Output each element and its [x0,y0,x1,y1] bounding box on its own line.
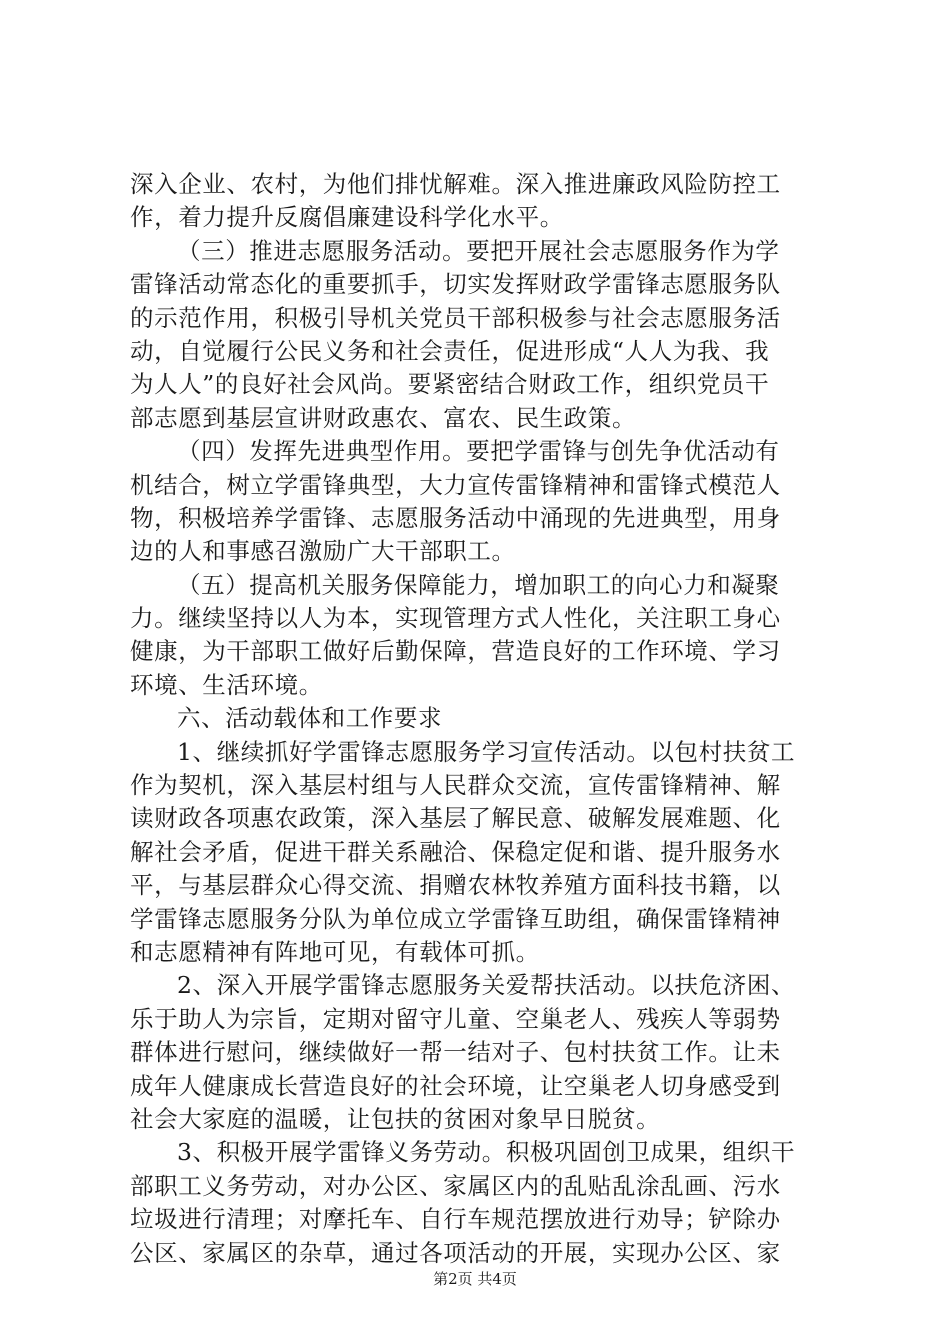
paragraph-item-2 [130,969,830,1136]
text-line: 动，自觉履行公民义务和社会责任，促进形成“人人为我、我 [130,336,770,365]
text-line: 雷锋活动常态化的重要抓手，切实发挥财政学雷锋志愿服务队 [130,270,781,299]
text-line: 物，积极培养学雷锋、志愿服务活动中涌现的先进典型，用身 [130,503,781,532]
text-line: 的示范作用，积极引导机关党员干部积极参与社会志愿服务活 [130,303,781,332]
text-line: 群体进行慰问，继续做好一帮一结对子、包村扶贫工作。让未 [130,1038,781,1067]
text-line: 作为契机，深入基层村组与人民群众交流，宣传雷锋精神、解 [130,771,781,800]
text-line: 环境、生活环境。 [130,670,323,699]
text-line: 边的人和事感召激励广大干部职工。 [130,537,516,566]
paragraph-volunteer-service [130,235,830,435]
section-heading-text: 六、活动载体和工作要求 [177,704,443,733]
section-heading [130,702,830,735]
text-line: 部志愿到基层宣讲财政惠农、富农、民生政策。 [130,403,637,432]
text-line: 力。继续坚持以人为本，实现管理方式人性化，关注职工身心 [130,604,781,633]
text-line: 公区、家属区的杂草，通过各项活动的开展，实现办公区、家 [130,1238,781,1267]
text-line: 平，与基层群众心得交流、捐赠农林牧养殖方面科技书籍，以 [130,871,781,900]
page-number-footer: 第2页 共4页 [433,1270,517,1288]
text-line: 部职工义务劳动，对办公区、家属区内的乱贴乱涂乱画、污水 [130,1171,781,1200]
text-line: 社会大家庭的温暖，让包扶的贫困对象早日脱贫。 [130,1104,661,1133]
body-text [130,168,830,1270]
paragraph-continuation [130,168,830,235]
text-line: 成年人健康成长营造良好的社会环境，让空巢老人切身感受到 [130,1071,781,1100]
text-line: 为人人”的良好社会风尚。要紧密结合财政工作，组织党员干 [130,370,770,399]
text-line: 读财政各项惠农政策，深入基层了解民意、破解发展难题、化 [130,804,781,833]
text-line: 和志愿精神有阵地可见，有载体可抓。 [130,937,540,966]
text-line: （四）发挥先进典型作用。要把学雷锋与创先争优活动有 [177,437,780,466]
paragraph-role-models [130,435,830,569]
text-line: 深入企业、农村，为他们排忧解难。深入推进廉政风险防控工 [130,170,781,198]
text-line: （五）提高机关服务保障能力，增加职工的向心力和凝聚 [177,570,780,599]
paragraph-item-3 [130,1136,830,1270]
text-line: 机结合，树立学雷锋典型，大力宣传雷锋精神和雷锋式模范人 [130,470,781,499]
text-line: （三）推进志愿服务活动。要把开展社会志愿服务作为学 [177,236,780,265]
text-line: 解社会矛盾，促进干群关系融洽、保稳定促和谐、提升服务水 [130,837,781,866]
text-line: 健康，为干部职工做好后勤保障，营造良好的工作环境、学习 [130,637,781,666]
text-line: 作，着力提升反腐倡廉建设科学化水平。 [130,203,564,232]
paragraph-item-1 [130,736,830,970]
text-line: 学雷锋志愿服务分队为单位成立学雷锋互助组，确保雷锋精神 [130,904,781,933]
text-line: 3、积极开展学雷锋义务劳动。积极巩固创卫成果，组织干 [177,1138,796,1167]
text-line: 1、继续抓好学雷锋志愿服务学习宣传活动。以包村扶贫工 [177,737,796,766]
paragraph-service-capacity [130,569,830,703]
text-line: 乐于助人为宗旨，定期对留守儿童、空巢老人、残疾人等弱势 [130,1004,781,1033]
text-line: 垃圾进行清理；对摩托车、自行车规范摆放进行劝导；铲除办 [130,1205,781,1234]
text-line: 2、深入开展学雷锋志愿服务关爱帮扶活动。以扶危济困、 [177,971,796,1000]
